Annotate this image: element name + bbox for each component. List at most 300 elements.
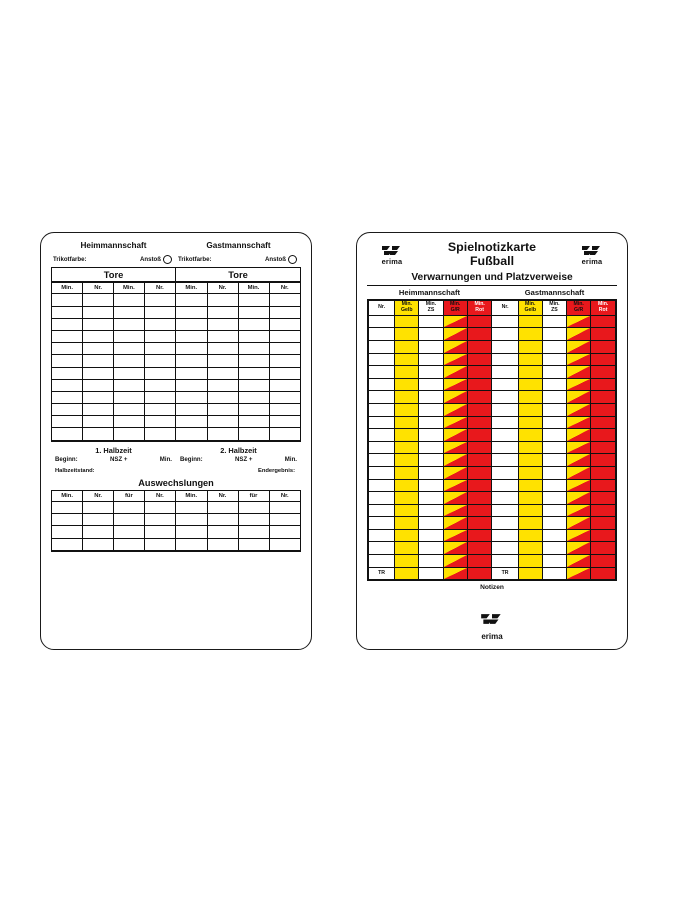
table-cell[interactable]	[443, 391, 467, 404]
table-cell[interactable]	[591, 366, 616, 379]
table-cell[interactable]	[492, 529, 518, 542]
table-cell[interactable]	[176, 379, 207, 391]
table-cell[interactable]	[443, 517, 467, 530]
table-cell[interactable]	[176, 428, 207, 440]
table-cell[interactable]	[567, 429, 591, 442]
table-cell[interactable]	[238, 318, 269, 330]
table-cell[interactable]	[114, 294, 145, 306]
table-cell[interactable]	[467, 504, 492, 517]
table-cell[interactable]	[419, 366, 443, 379]
table-cell[interactable]	[518, 492, 542, 505]
table-row[interactable]	[369, 328, 616, 341]
table-cell[interactable]	[518, 403, 542, 416]
table-cell[interactable]	[238, 355, 269, 367]
table-cell[interactable]	[443, 353, 467, 366]
table-cell[interactable]	[52, 367, 83, 379]
table-cell[interactable]	[542, 466, 566, 479]
table-cell[interactable]	[518, 340, 542, 353]
table-cell[interactable]	[52, 514, 83, 526]
table-cell[interactable]	[492, 454, 518, 467]
table-cell[interactable]	[518, 479, 542, 492]
table-row[interactable]	[52, 343, 175, 355]
table-cell[interactable]	[542, 378, 566, 391]
coach-label-cell[interactable]: TR	[492, 567, 518, 580]
table-cell[interactable]	[207, 318, 238, 330]
goals-body-home[interactable]	[52, 294, 175, 440]
table-cell[interactable]	[518, 454, 542, 467]
table-cell[interactable]	[567, 542, 591, 555]
table-cell[interactable]	[567, 353, 591, 366]
table-cell[interactable]	[269, 367, 300, 379]
table-cell[interactable]	[467, 479, 492, 492]
table-cell[interactable]	[518, 315, 542, 328]
table-cell[interactable]	[419, 466, 443, 479]
table-cell[interactable]	[369, 328, 395, 341]
table-cell[interactable]	[144, 514, 175, 526]
table-cell[interactable]	[238, 514, 269, 526]
table-cell[interactable]	[83, 404, 114, 416]
table-row[interactable]	[176, 318, 300, 330]
table-cell[interactable]	[518, 416, 542, 429]
warnings-body[interactable]	[369, 315, 616, 579]
table-cell[interactable]	[419, 492, 443, 505]
table-cell[interactable]	[542, 529, 566, 542]
table-cell[interactable]	[467, 454, 492, 467]
table-row[interactable]	[52, 367, 175, 379]
table-cell[interactable]	[567, 315, 591, 328]
table-cell[interactable]	[369, 466, 395, 479]
table-cell[interactable]	[238, 526, 269, 538]
table-cell[interactable]	[269, 306, 300, 318]
table-cell[interactable]	[567, 366, 591, 379]
table-cell[interactable]	[567, 492, 591, 505]
table-row[interactable]	[176, 379, 300, 391]
substitutions-table-home[interactable]	[52, 491, 175, 551]
table-cell[interactable]	[369, 353, 395, 366]
table-row[interactable]	[52, 404, 175, 416]
table-cell[interactable]	[591, 416, 616, 429]
table-cell[interactable]	[207, 367, 238, 379]
table-row[interactable]	[176, 404, 300, 416]
table-cell[interactable]	[467, 366, 492, 379]
table-cell[interactable]	[542, 416, 566, 429]
table-row[interactable]	[176, 306, 300, 318]
table-cell[interactable]	[144, 428, 175, 440]
table-cell[interactable]	[567, 517, 591, 530]
table-cell[interactable]	[443, 416, 467, 429]
table-cell[interactable]	[492, 555, 518, 568]
table-cell[interactable]	[443, 340, 467, 353]
table-cell[interactable]	[269, 404, 300, 416]
table-cell[interactable]	[176, 502, 207, 514]
table-cell[interactable]	[114, 404, 145, 416]
table-row[interactable]	[52, 306, 175, 318]
table-row[interactable]	[176, 391, 300, 403]
table-cell[interactable]	[492, 492, 518, 505]
table-cell[interactable]	[52, 538, 83, 550]
table-cell[interactable]	[144, 538, 175, 550]
table-row[interactable]	[369, 340, 616, 353]
table-cell[interactable]	[467, 403, 492, 416]
table-cell[interactable]	[395, 328, 419, 341]
table-cell[interactable]	[542, 403, 566, 416]
table-cell[interactable]	[467, 466, 492, 479]
table-cell[interactable]	[419, 517, 443, 530]
table-cell[interactable]	[542, 504, 566, 517]
table-cell[interactable]	[238, 330, 269, 342]
table-cell[interactable]	[114, 502, 145, 514]
table-cell[interactable]	[419, 529, 443, 542]
goals-body-away[interactable]	[176, 294, 300, 440]
table-cell[interactable]	[467, 416, 492, 429]
goals-table-away[interactable]	[176, 282, 300, 441]
table-cell[interactable]	[176, 391, 207, 403]
table-cell[interactable]	[591, 441, 616, 454]
table-cell[interactable]	[591, 378, 616, 391]
table-row[interactable]	[52, 526, 175, 538]
table-cell[interactable]	[369, 429, 395, 442]
table-row[interactable]	[369, 391, 616, 404]
table-cell[interactable]	[52, 355, 83, 367]
table-cell[interactable]	[369, 555, 395, 568]
table-cell[interactable]	[492, 378, 518, 391]
table-row[interactable]	[369, 416, 616, 429]
table-cell[interactable]	[567, 391, 591, 404]
table-cell[interactable]	[207, 391, 238, 403]
table-cell[interactable]	[492, 403, 518, 416]
table-row[interactable]	[369, 517, 616, 530]
table-cell[interactable]	[114, 379, 145, 391]
subs-body-away[interactable]	[176, 502, 300, 551]
table-cell[interactable]	[207, 330, 238, 342]
table-cell[interactable]	[238, 404, 269, 416]
table-row[interactable]	[369, 315, 616, 328]
table-cell[interactable]	[176, 355, 207, 367]
table-cell[interactable]	[542, 479, 566, 492]
coach-label-cell[interactable]: TR	[369, 567, 395, 580]
table-cell[interactable]	[207, 514, 238, 526]
table-cell[interactable]	[542, 353, 566, 366]
table-cell[interactable]	[518, 529, 542, 542]
table-cell[interactable]	[492, 328, 518, 341]
table-cell[interactable]	[238, 391, 269, 403]
table-cell[interactable]	[518, 429, 542, 442]
kickoff-circle-icon[interactable]	[288, 255, 297, 264]
table-cell[interactable]	[83, 416, 114, 428]
table-cell[interactable]	[467, 542, 492, 555]
table-cell[interactable]	[395, 517, 419, 530]
table-cell[interactable]	[567, 416, 591, 429]
table-cell[interactable]	[591, 328, 616, 341]
table-cell[interactable]	[443, 441, 467, 454]
table-cell[interactable]	[238, 367, 269, 379]
table-cell[interactable]	[567, 504, 591, 517]
table-cell[interactable]	[176, 367, 207, 379]
table-cell[interactable]	[492, 466, 518, 479]
table-cell[interactable]	[443, 492, 467, 505]
table-cell[interactable]	[83, 343, 114, 355]
table-cell[interactable]	[567, 529, 591, 542]
table-row[interactable]	[176, 367, 300, 379]
table-cell[interactable]	[52, 502, 83, 514]
table-cell[interactable]	[395, 555, 419, 568]
table-cell[interactable]	[419, 378, 443, 391]
table-cell[interactable]	[207, 416, 238, 428]
table-cell[interactable]	[207, 306, 238, 318]
table-cell[interactable]	[114, 306, 145, 318]
table-cell[interactable]	[369, 416, 395, 429]
table-cell[interactable]	[518, 391, 542, 404]
table-cell[interactable]	[114, 538, 145, 550]
table-cell[interactable]	[395, 567, 419, 580]
table-cell[interactable]	[114, 343, 145, 355]
table-cell[interactable]	[369, 517, 395, 530]
table-cell[interactable]	[238, 502, 269, 514]
table-cell[interactable]	[591, 353, 616, 366]
table-cell[interactable]	[52, 379, 83, 391]
table-cell[interactable]	[591, 529, 616, 542]
table-row[interactable]	[369, 353, 616, 366]
table-row[interactable]	[176, 514, 300, 526]
table-cell[interactable]	[176, 404, 207, 416]
table-cell[interactable]	[443, 504, 467, 517]
table-cell[interactable]	[591, 492, 616, 505]
table-cell[interactable]	[518, 378, 542, 391]
table-cell[interactable]	[207, 428, 238, 440]
table-cell[interactable]	[443, 479, 467, 492]
coach-row[interactable]	[369, 567, 616, 580]
table-cell[interactable]	[492, 479, 518, 492]
table-cell[interactable]	[369, 504, 395, 517]
table-row[interactable]	[369, 403, 616, 416]
table-cell[interactable]	[83, 318, 114, 330]
table-row[interactable]	[52, 355, 175, 367]
table-cell[interactable]	[518, 504, 542, 517]
table-cell[interactable]	[83, 538, 114, 550]
table-cell[interactable]	[207, 526, 238, 538]
table-cell[interactable]	[591, 429, 616, 442]
table-cell[interactable]	[591, 391, 616, 404]
table-cell[interactable]	[144, 391, 175, 403]
table-cell[interactable]	[207, 355, 238, 367]
table-cell[interactable]	[269, 416, 300, 428]
goals-table-home[interactable]	[52, 282, 175, 441]
table-cell[interactable]	[269, 355, 300, 367]
table-cell[interactable]	[492, 416, 518, 429]
table-cell[interactable]	[467, 340, 492, 353]
table-row[interactable]	[176, 343, 300, 355]
table-cell[interactable]	[518, 366, 542, 379]
table-cell[interactable]	[467, 492, 492, 505]
subs-body-home[interactable]	[52, 502, 175, 551]
table-cell[interactable]	[518, 328, 542, 341]
table-cell[interactable]	[591, 340, 616, 353]
table-row[interactable]	[176, 330, 300, 342]
table-cell[interactable]	[567, 441, 591, 454]
table-cell[interactable]	[395, 366, 419, 379]
table-cell[interactable]	[114, 514, 145, 526]
table-cell[interactable]	[395, 529, 419, 542]
table-cell[interactable]	[467, 378, 492, 391]
table-cell[interactable]	[492, 441, 518, 454]
table-cell[interactable]	[567, 340, 591, 353]
table-cell[interactable]	[542, 429, 566, 442]
table-cell[interactable]	[176, 514, 207, 526]
table-cell[interactable]	[52, 416, 83, 428]
table-cell[interactable]	[419, 429, 443, 442]
table-cell[interactable]	[83, 306, 114, 318]
table-cell[interactable]	[542, 555, 566, 568]
table-cell[interactable]	[83, 355, 114, 367]
table-row[interactable]	[52, 330, 175, 342]
table-cell[interactable]	[52, 330, 83, 342]
table-cell[interactable]	[467, 429, 492, 442]
table-cell[interactable]	[52, 391, 83, 403]
table-cell[interactable]	[419, 391, 443, 404]
table-cell[interactable]	[114, 330, 145, 342]
table-cell[interactable]	[269, 379, 300, 391]
table-cell[interactable]	[567, 479, 591, 492]
table-cell[interactable]	[207, 404, 238, 416]
table-cell[interactable]	[176, 526, 207, 538]
substitutions-table-away[interactable]	[176, 491, 300, 551]
table-cell[interactable]	[443, 328, 467, 341]
table-row[interactable]	[369, 366, 616, 379]
table-cell[interactable]	[369, 454, 395, 467]
table-row[interactable]	[369, 529, 616, 542]
table-cell[interactable]	[443, 454, 467, 467]
table-cell[interactable]	[492, 315, 518, 328]
table-cell[interactable]	[419, 479, 443, 492]
table-cell[interactable]	[542, 454, 566, 467]
table-cell[interactable]	[542, 492, 566, 505]
table-cell[interactable]	[567, 328, 591, 341]
table-cell[interactable]	[114, 355, 145, 367]
table-cell[interactable]	[492, 391, 518, 404]
table-row[interactable]	[52, 379, 175, 391]
table-cell[interactable]	[83, 391, 114, 403]
table-cell[interactable]	[419, 353, 443, 366]
table-cell[interactable]	[467, 328, 492, 341]
table-cell[interactable]	[369, 378, 395, 391]
table-cell[interactable]	[176, 306, 207, 318]
table-cell[interactable]	[542, 315, 566, 328]
table-cell[interactable]	[176, 343, 207, 355]
table-cell[interactable]	[467, 529, 492, 542]
table-cell[interactable]	[176, 538, 207, 550]
table-cell[interactable]	[395, 542, 419, 555]
table-cell[interactable]	[269, 428, 300, 440]
table-cell[interactable]	[369, 366, 395, 379]
table-cell[interactable]	[542, 567, 566, 580]
table-cell[interactable]	[83, 294, 114, 306]
table-row[interactable]	[176, 538, 300, 550]
table-cell[interactable]	[144, 416, 175, 428]
table-cell[interactable]	[269, 514, 300, 526]
table-cell[interactable]	[443, 429, 467, 442]
table-cell[interactable]	[492, 542, 518, 555]
table-cell[interactable]	[238, 294, 269, 306]
table-cell[interactable]	[492, 353, 518, 366]
table-cell[interactable]	[114, 318, 145, 330]
table-cell[interactable]	[144, 330, 175, 342]
table-cell[interactable]	[443, 529, 467, 542]
table-cell[interactable]	[176, 330, 207, 342]
table-cell[interactable]	[467, 567, 492, 580]
table-row[interactable]	[52, 416, 175, 428]
table-row[interactable]	[369, 441, 616, 454]
table-cell[interactable]	[207, 294, 238, 306]
table-cell[interactable]	[567, 403, 591, 416]
table-cell[interactable]	[419, 567, 443, 580]
table-cell[interactable]	[443, 378, 467, 391]
table-cell[interactable]	[542, 441, 566, 454]
table-cell[interactable]	[269, 502, 300, 514]
table-cell[interactable]	[492, 340, 518, 353]
table-cell[interactable]	[83, 379, 114, 391]
table-cell[interactable]	[144, 318, 175, 330]
table-cell[interactable]	[591, 403, 616, 416]
table-cell[interactable]	[144, 306, 175, 318]
table-cell[interactable]	[518, 441, 542, 454]
table-cell[interactable]	[591, 315, 616, 328]
table-cell[interactable]	[269, 391, 300, 403]
table-cell[interactable]	[395, 315, 419, 328]
table-cell[interactable]	[144, 343, 175, 355]
table-cell[interactable]	[591, 555, 616, 568]
table-cell[interactable]	[369, 391, 395, 404]
table-cell[interactable]	[518, 555, 542, 568]
table-cell[interactable]	[269, 330, 300, 342]
table-cell[interactable]	[542, 366, 566, 379]
table-cell[interactable]	[567, 454, 591, 467]
kickoff-circle-icon[interactable]	[163, 255, 172, 264]
table-cell[interactable]	[395, 441, 419, 454]
table-row[interactable]	[176, 526, 300, 538]
table-row[interactable]	[369, 555, 616, 568]
table-cell[interactable]	[52, 318, 83, 330]
table-cell[interactable]	[518, 517, 542, 530]
table-cell[interactable]	[542, 340, 566, 353]
table-cell[interactable]	[395, 454, 419, 467]
table-cell[interactable]	[269, 526, 300, 538]
table-cell[interactable]	[443, 567, 467, 580]
table-cell[interactable]	[419, 315, 443, 328]
table-row[interactable]	[52, 538, 175, 550]
table-cell[interactable]	[467, 555, 492, 568]
table-cell[interactable]	[443, 555, 467, 568]
table-cell[interactable]	[518, 466, 542, 479]
table-cell[interactable]	[83, 330, 114, 342]
table-cell[interactable]	[52, 343, 83, 355]
table-cell[interactable]	[567, 466, 591, 479]
table-cell[interactable]	[395, 504, 419, 517]
table-cell[interactable]	[419, 504, 443, 517]
table-cell[interactable]	[467, 391, 492, 404]
table-cell[interactable]	[369, 441, 395, 454]
table-cell[interactable]	[395, 429, 419, 442]
table-cell[interactable]	[567, 378, 591, 391]
table-row[interactable]	[176, 416, 300, 428]
table-cell[interactable]	[443, 466, 467, 479]
table-row[interactable]	[176, 294, 300, 306]
table-cell[interactable]	[207, 379, 238, 391]
table-row[interactable]	[369, 378, 616, 391]
table-cell[interactable]	[419, 441, 443, 454]
table-row[interactable]	[52, 514, 175, 526]
table-cell[interactable]	[83, 514, 114, 526]
table-cell[interactable]	[83, 428, 114, 440]
